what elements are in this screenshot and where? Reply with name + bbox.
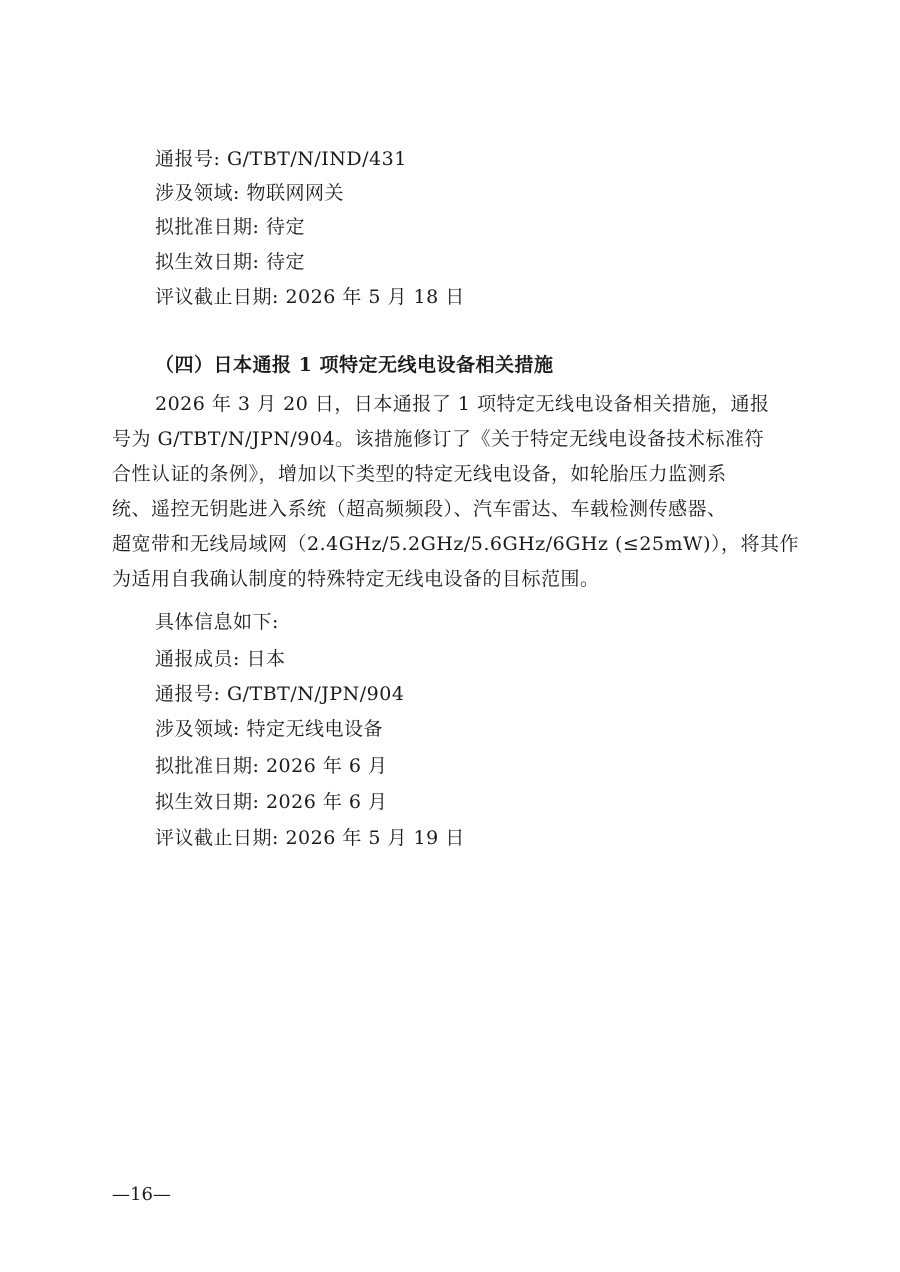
paragraph-line: 为适用自我确认制度的特殊特定无线电设备的目标范围。 [112, 568, 600, 590]
field-ind: 涉及领域: 物联网网关 [155, 182, 344, 204]
approval-date-ind: 拟批准日期: 待定 [155, 216, 305, 238]
details-intro: 具体信息如下: [155, 611, 279, 633]
paragraph-line: 超宽带和无线局域网（2.4GHz/5.2GHz/5.6GHz/6GHz (≤25mW)），将其作 [112, 533, 799, 555]
page-number: —16— [112, 1184, 171, 1205]
field-jpn: 涉及领域: 特定无线电设备 [155, 718, 383, 740]
notice-number-ind: 通报号: G/TBT/N/IND/431 [155, 148, 407, 170]
approval-date-jpn: 拟批准日期: 2026 年 6 月 [155, 755, 388, 777]
comment-deadline-jpn: 评议截止日期: 2026 年 5 月 19 日 [155, 827, 465, 849]
effective-date-jpn: 拟生效日期: 2026 年 6 月 [155, 791, 388, 813]
notifying-member: 通报成员: 日本 [155, 648, 286, 670]
comment-deadline-ind: 评议截止日期: 2026 年 5 月 18 日 [155, 286, 465, 308]
paragraph-line: 统、遥控无钥匙进入系统（超高频频段）、汽车雷达、车载检测传感器、 [112, 498, 727, 520]
paragraph-line: 2026 年 3 月 20 日，日本通报了 1 项特定无线电设备相关措施，通报 [155, 393, 770, 415]
effective-date-ind: 拟生效日期: 待定 [155, 251, 305, 273]
paragraph-line: 合性认证的条例》，增加以下类型的特定无线电设备，如轮胎压力监测系 [112, 463, 727, 485]
section-four-heading: （四）日本通报 1 项特定无线电设备相关措施 [155, 354, 554, 376]
notice-number-jpn: 通报号: G/TBT/N/JPN/904 [155, 683, 405, 705]
paragraph-line: 号为 G/TBT/N/JPN/904。该措施修订了《关于特定无线电设备技术标准符 [112, 428, 765, 450]
